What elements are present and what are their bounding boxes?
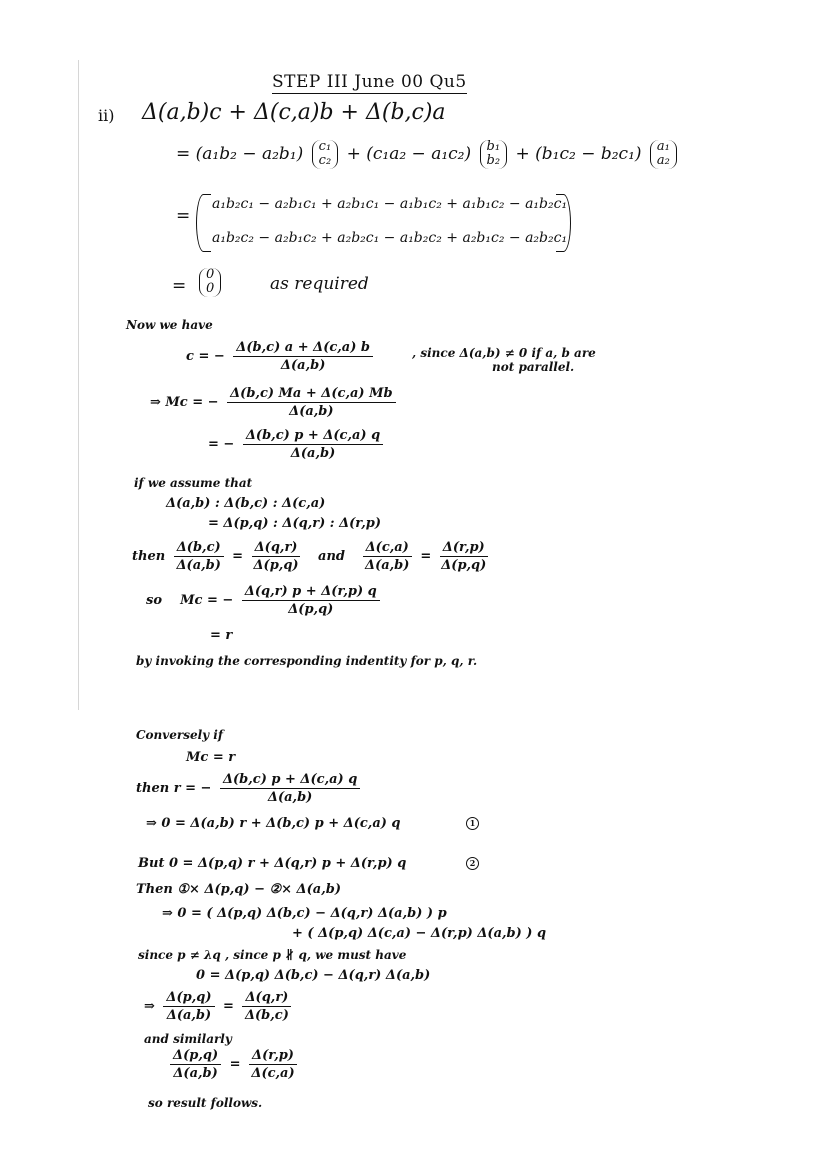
- and-similarly-text: and similarly: [144, 1032, 232, 1046]
- tag-2: 2: [466, 856, 479, 870]
- matrix-row-2: a₁b₂c₂ − a₂b₁c₂ + a₂b₂c₁ − a₁b₂c₂ + a₂b₁c₂ − a₂b₂c₁: [212, 230, 568, 246]
- implies-line-1: ⇒ 0 = Δ(a,b) r + Δ(b,c) p + Δ(c,a) q: [146, 816, 401, 831]
- matrix-right-bracket: [556, 194, 571, 252]
- invoking-text: by invoking the corresponding indentity for p, q, r.: [136, 654, 478, 668]
- then-combination: Then ①× Δ(p,q) − ②× Δ(a,b): [136, 882, 341, 897]
- scan-margin-line: [78, 60, 79, 710]
- as-required-text: as required: [270, 274, 369, 294]
- implied-fraction: ⇒ $\frac{\Delta(p,q)}{\Delta(a,b)}$ = $\frac{\Delta(q,r)}{\Delta(b,c)}$: [144, 990, 295, 1023]
- long-equation-2: + ( Δ(p,q) Δ(c,a) − Δ(r,p) Δ(a,b) ) q: [292, 926, 547, 941]
- expansion-term-3: + (b₁c₂ − b₂c₁): [515, 143, 642, 164]
- zero-vector: 0 0: [196, 268, 224, 297]
- c-equation-note: , since Δ(a,b) ≠ 0 if a, b are: [412, 346, 596, 360]
- zero-line: 0 = Δ(p,q) Δ(b,c) − Δ(q,r) Δ(a,b): [196, 968, 431, 983]
- now-we-have-text: Now we have: [126, 318, 213, 332]
- matrix-equals: =: [176, 206, 191, 226]
- ratio-line-2: = Δ(p,q) : Δ(q,r) : Δ(r,p): [208, 516, 381, 531]
- c-equation-note-2: not parallel.: [492, 360, 575, 374]
- converse-equation: Mc = r: [186, 750, 236, 765]
- expansion-term-2: + (c₁a₂ − a₁c₂): [346, 143, 472, 164]
- then-fractions: then $\frac{\Delta(b,c)}{\Delta(a,b)}$ = $\frac{\Delta(q,r)}{\Delta(p,q)}$ and $\frac{\Delta(c,a)}{\Delta(a,b)}$ = $\frac{\Delta(r,p)}{\Delta(p,q)}$: [132, 540, 487, 573]
- similar-fraction: $\frac{\Delta(p,q)}{\Delta(a,b)}$ = $\frac{\Delta(r,p)}{\Delta(c,a)}$: [166, 1048, 301, 1081]
- if-we-assume-text: if we assume that: [134, 476, 253, 490]
- but-line: But 0 = Δ(p,q) r + Δ(q,r) p + Δ(r,p) q: [138, 856, 407, 871]
- conversely-text: Conversely if: [136, 728, 224, 742]
- part-label: ii): [98, 106, 115, 125]
- page-title: STEP III June 00 Qu5: [272, 72, 467, 92]
- equals-r: = r: [210, 628, 233, 643]
- identity-line: Δ(a,b)c + Δ(c,a)b + Δ(b,c)a: [142, 100, 446, 125]
- mc-equation: ⇒ Mc = − $\frac{\Delta(b,c) Ma + \Delta(c,a) Mb}{\Delta(a,b)}$: [150, 386, 400, 419]
- then-r-equation: then r = − $\frac{\Delta(b,c) p + \Delta(c,a) q}{\Delta(a,b)}$: [136, 772, 364, 805]
- expansion-line: [176, 140, 680, 169]
- result-follows-text: so result follows.: [148, 1096, 263, 1110]
- mc-equation-2: = − $\frac{\Delta(b,c) p + \Delta(c,a) q}{\Delta(a,b)}$: [208, 428, 387, 461]
- long-equation-1: ⇒ 0 = ( Δ(p,q) Δ(b,c) − Δ(q,r) Δ(a,b) ) p: [162, 906, 447, 921]
- vector-a: a₁ a₂: [650, 140, 677, 169]
- so-equation: so Mc = − $\frac{\Delta(q,r) p + \Delta(r,p) q}{\Delta(p,q)}$: [146, 584, 384, 617]
- tag-1: 1: [466, 816, 479, 830]
- since-line: since p ≠ λq , since p ∦ q, we must have: [138, 948, 407, 962]
- expansion-term-1: = (a₁b₂ − a₂b₁): [176, 143, 304, 164]
- zero-equals: =: [172, 276, 187, 296]
- vector-c: c₁ c₂: [312, 140, 339, 169]
- matrix-row-1: a₁b₂c₁ − a₂b₁c₁ + a₂b₁c₁ − a₁b₁c₂ + a₁b₁c₂ − a₁b₂c₁: [212, 196, 568, 212]
- c-equation: c = − $\frac{\Delta(b,c) a + \Delta(c,a) b}{\Delta(a,b)}$: [186, 340, 377, 373]
- vector-b: b₁ b₂: [480, 140, 508, 169]
- ratio-line-1: Δ(a,b) : Δ(b,c) : Δ(c,a): [166, 496, 326, 511]
- matrix-left-bracket: [196, 194, 211, 252]
